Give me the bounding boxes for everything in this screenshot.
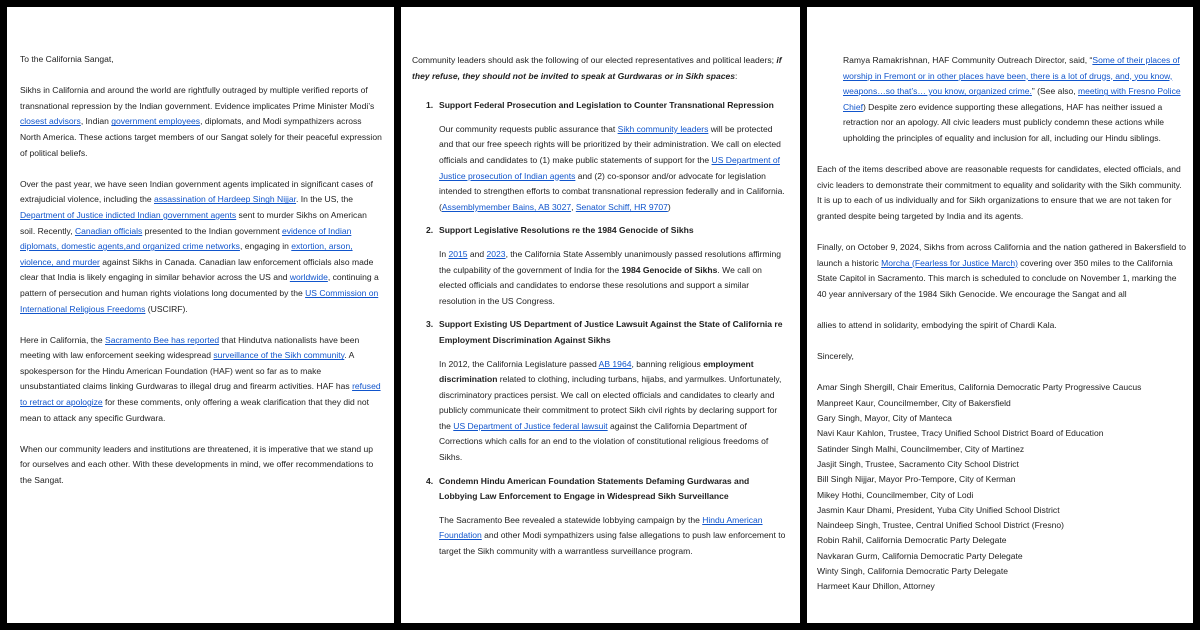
paragraph-recommendations-intro: When our community leaders and institutions are threatened, it is imperative that we stand up for ourselves and each other. With these developments in mind, we offer recommendations to the Sangat. xyxy=(20,443,374,486)
signatory: Winty Singh, California Democratic Party Delegate xyxy=(817,566,1008,577)
recommendation-item-4: 4. Condemn Hindu American Foundation Statements Defaming Gurdwaras and Lobbying Law Enforcement to Engage in Widespread Sikh Surveillance The Sacramento Bee revealed a statewide lobbying campaign by the Hindu American Foundation and other Modi sympathizers using false allegations to push law enforcement to target the Sikh community with a warrantless surveillance program. xyxy=(412,474,786,560)
paragraph-demands-intro: Community leaders should ask the following of our elected representatives and political leaders; if they refuse, they should not be invited to speak at Gurdwaras or in Sikh spaces: xyxy=(412,55,782,81)
signatory: Robin Rahil, California Democratic Party Delegate xyxy=(817,535,1007,546)
link-evidence-of-indian-diplomats[interactable]: evidence of Indian diplomats, domestic agents,and organized crime networks xyxy=(20,225,352,252)
paragraph-chardi-kala: allies to attend in solidarity, embodying the spirit of Chardi Kala. xyxy=(817,320,1057,331)
link-ab-1964[interactable]: AB 1964 xyxy=(598,358,632,369)
recommendation-body: The Sacramento Bee revealed a statewide lobbying campaign by the Hindu American Foundation and other Modi sympathizers using false allegations to push law enforcement to target the Sikh community with a warrantless surveillance program. xyxy=(439,514,786,557)
recommendation-heading: Support Federal Prosecution and Legislation to Counter Transnational Repression xyxy=(439,100,774,111)
link-morcha[interactable]: Morcha (Fearless for Justice March) xyxy=(881,257,1018,268)
paragraph-california-surveillance: Here in California, the Sacramento Bee has reported that Hindutva nationalists have been meeting with law enforcement seeking widespread surveillance of the Sikh community. A spokesperson for the Hindu American Foundation (HAF) went so far as to make unsubstantiated claims linking Gurdwaras to illegal drug and firearm activities. HAF has refused to retract or apologize for these comments, only offering a weak clarification that they did not mean to attack any specific Gurdwara. xyxy=(20,334,381,423)
recommendation-body: In 2012, the California Legislature passed AB 1964, banning religious employment discrimination related to clothing, including turbans, hijabs, and yarmulkes. Unfortunately, discriminatory practices persist. We call on elected officials and candidates to clearly and publicly communicate their commitment to protect Sikh civil rights by declaring support for the US Department of Justice federal lawsuit against the California Department of Corrections which calls for an end to the violation of constitutional religious freedoms of Sikhs. xyxy=(439,358,782,463)
recommendation-item-2: 2. Support Legislative Resolutions re the 1984 Genocide of Sikhs In 2015 and 2023, the California State Assembly unanimously passed resolutions affirming the culpability of the government of India for the 1984 Genocide of Sikhs. We call on elected officials and candidates to endorse these resolutions and support a similar resolution in the US Congress. xyxy=(412,223,786,309)
link-doj-indictment[interactable]: Department of Justice indicted Indian government agents xyxy=(20,209,237,220)
recommendation-body: In 2015 and 2023, the California State Assembly unanimously passed resolutions affirming the culpability of the government of India for the 1984 Genocide of Sikhs. We call on elected officials and candidates to endorse these resolutions and support a similar resolution in the US Congress. xyxy=(439,248,781,306)
paragraph-extrajudicial-violence: Over the past year, we have seen Indian government agents implicated in significant cases of extrajudicial violence, including the assassination of Hardeep Singh Nijjar. In the US, the Department of Justice indicted Indian government agents sent to murder Sikhs on American soil. Recently, Canadian officials presented to the Indian government evidence of Indian diplomats, domestic agents,and organized crime networks, engaging in extortion, arson, violence, and murder against Sikhs in Canada. Canadian law enforcement officials also made clear that India is likely engaging in similar behavior across the US and worldwide, continuing a pattern of persecution and human rights violations long documented by the US Commission on International Religious Freedoms (USCIRF). xyxy=(20,178,379,314)
recommendation-item-3: 3. Support Existing US Department of Justice Lawsuit Against the State of California re Employment Discrimination Against Sikhs In 2012, the California Legislature passed AB 1964, banning religious employment discrimination related to clothing, including turbans, hijabs, and yarmulkes. Unfortunately, discriminatory practices persist. We call on elected officials and candidates to clearly and publicly communicate their commitment to protect Sikh civil rights by declaring support for the US Department of Justice federal lawsuit against the California Department of Corrections which calls for an end to the violation of constitutional religious freedoms of Sikhs. xyxy=(412,317,786,465)
signatory: Naindeep Singh, Trustee, Central Unified School District (Fresno) xyxy=(817,520,1065,531)
link-hindu-american-foundation[interactable]: Hindu American Foundation xyxy=(439,514,763,541)
link-government-employees[interactable]: government employees xyxy=(111,116,201,127)
paragraph-morcha: Finally, on October 9, 2024, Sikhs from across California and the nation gathered in Bakersfield to launch a historic Morcha (Fearless for Justice March) covering over 350 miles to the California State Capitol in Sacramento. This march is scheduled to conclude on November 1, marking the 40 year anniversary of the 1984 Sikh Genocide. We encourage the Sangat and all xyxy=(817,242,1186,299)
link-2015-resolution[interactable]: 2015 xyxy=(448,248,468,259)
paragraph-reasonable-requests: Each of the items described above are reasonable requests for candidates, elected officials, and civic leaders to demonstrate their commitment to equality and solidarity with the Sikh community. It is up to each of us individually and for Sikh organizations to ensure that we are not taken for granted despite being targeted by India and its agents. xyxy=(817,164,1182,221)
link-canadian-officials[interactable]: Canadian officials xyxy=(74,225,143,236)
link-hr-9707[interactable]: Senator Schiff, HR 9707 xyxy=(575,201,668,212)
signatory: Jasjit Singh, Trustee, Sacramento City School District xyxy=(817,458,1019,469)
link-worldwide[interactable]: worldwide xyxy=(289,272,328,283)
link-ab-3027[interactable]: Assemblymember Bains, AB 3027 xyxy=(441,201,572,212)
link-closest-advisors[interactable]: closest advisors xyxy=(20,116,81,127)
signatory-list xyxy=(817,380,1187,594)
letter-page-1 xyxy=(7,7,394,623)
signatory: Navi Kaur Kahlon, Trustee, Tracy Unified School District Board of Education xyxy=(817,428,1104,439)
signatory: Harmeet Kaur Dhillon, Attorney xyxy=(817,581,935,592)
paragraph-outrage: Sikhs in California and around the world are rightfully outraged by multiple verified reports of transnational repression by the Indian government. Evidence implicates Prime Minister Modi’s closest advisors, Indian government employees, diplomats, and Modi sympathizers across North America. These actions target members of our Sangat solely for their peaceful expression of political beliefs. xyxy=(20,85,382,158)
signatory: Gary Singh, Mayor, City of Manteca xyxy=(817,413,952,424)
signatory: Navkaran Gurm, California Democratic Party Delegate xyxy=(817,550,1023,561)
salutation: To the California Sangat, xyxy=(20,54,114,64)
link-sikh-community-leaders[interactable]: Sikh community leaders xyxy=(617,123,709,134)
link-haf-quote[interactable]: Some of their places of worship in Fremont or in other places have been, there is a lot of drugs, and, you know, weapons…so that’s… you know, organized crime. xyxy=(843,55,1180,97)
letter-page-3 xyxy=(807,7,1193,623)
recommendation-heading: Support Legislative Resolutions re the 1984 Genocide of Sikhs xyxy=(439,225,694,236)
link-fresno-police-meeting[interactable]: meeting with Fresno Police Chief xyxy=(843,86,1181,112)
signatory: Satinder Singh Malhi, Councilmember, City of Martinez xyxy=(817,443,1025,454)
recommendations-list xyxy=(412,98,786,559)
link-refused-to-retract[interactable]: refused to retract or apologize xyxy=(20,381,381,408)
link-2023-resolution[interactable]: 2023 xyxy=(486,248,506,259)
link-extortion-arson[interactable]: extortion, arson, violence, and murder xyxy=(20,241,353,267)
link-surveillance-sikh-community[interactable]: surveillance of the Sikh community xyxy=(213,350,345,361)
recommendation-heading: Support Existing US Department of Justice Lawsuit Against the State of California re Employment Discrimination Against Sikhs xyxy=(439,319,783,345)
signatory: Amar Singh Shergill, Chair Emeritus, California Democratic Party Progressive Caucus xyxy=(817,382,1142,393)
paragraph-haf-quote: Ramya Ramakrishnan, HAF Community Outreach Director, said, “Some of their places of worship in Fremont or in other places have been, there is a lot of drugs, and, you know, weapons…so that’s… you know, organized crime.” (See also, meeting with Fresno Police Chief) Despite zero evidence supporting these allegations, HAF has neither issued a retraction nor an apology. All civic leaders must publicly condemn these actions while upholding the principles of equality and inclusion for all, including our Hindu siblings. xyxy=(843,55,1181,143)
signatory: Manpreet Kaur, Councilmember, City of Bakersfield xyxy=(817,397,1011,408)
signatory: Bill Singh Nijjar, Mayor Pro-Tempore, City of Kerman xyxy=(817,474,1016,485)
closing: Sincerely, xyxy=(817,351,854,362)
link-doj-prosecution[interactable]: US Department of Justice prosecution of Indian agents xyxy=(439,154,780,181)
letter-page-2 xyxy=(401,7,800,623)
link-nijjar-assassination[interactable]: assassination of Hardeep Singh Nijjar xyxy=(153,194,297,205)
recommendation-item-1: 1. Support Federal Prosecution and Legislation to Counter Transnational Repression Our community requests public assurance that Sikh community leaders will be protected and that our free speech rights will be prioritized by their administration. We call on elected officials and candidates to (1) make public statements of support for the US Department of Justice prosecution of Indian agents and (2) co-sponsor and/or advocate for legislation intended to strengthen efforts to combat transnational repression federally and in California. (Assemblymember Bains, AB 3027, Senator Schiff, HR 9707) xyxy=(412,98,786,215)
signatory: Mikey Hothi, Councilmember, City of Lodi xyxy=(817,489,974,500)
link-doj-federal-lawsuit[interactable]: US Department of Justice federal lawsuit xyxy=(453,420,608,431)
signatory: Jasmin Kaur Dhami, President, Yuba City Unified School District xyxy=(817,504,1060,515)
recommendation-heading: Condemn Hindu American Foundation Statements Defaming Gurdwaras and Lobbying Law Enforcement to Engage in Widespread Sikh Surveillance xyxy=(439,475,750,502)
link-sacramento-bee[interactable]: Sacramento Bee has reported xyxy=(105,334,220,345)
link-uscirf[interactable]: US Commission on International Religious Freedoms xyxy=(20,287,379,314)
recommendation-body: Our community requests public assurance that Sikh community leaders will be protected and that our free speech rights will be prioritized by their administration. We call on elected officials and candidates to (1) make public statements of support for the US Department of Justice prosecution of Indian agents and (2) co-sponsor and/or advocate for legislation intended to strengthen efforts to combat transnational repression federally and in California. (Assemblymember Bains, AB 3027, Senator Schiff, HR 9707) xyxy=(439,123,785,212)
